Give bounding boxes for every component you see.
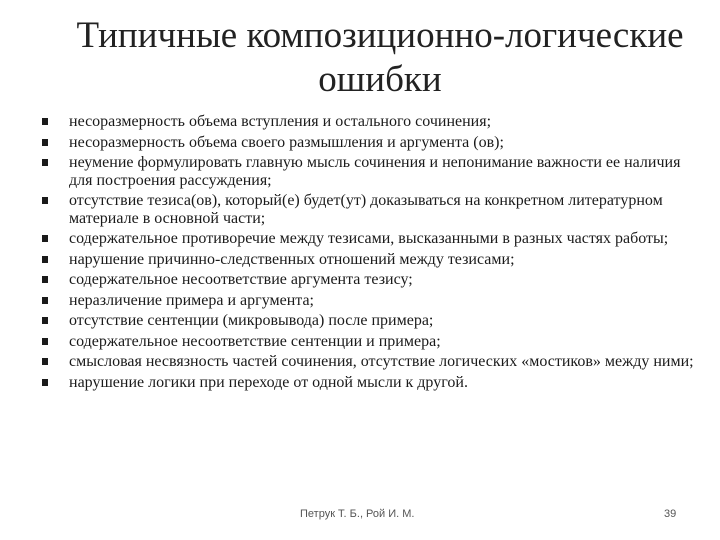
bullet-item (40, 154, 700, 189)
bullet-item (40, 374, 700, 392)
bullet-text: содержательное несоответствие сентенции и примера; (69, 332, 441, 350)
footer-author: Петрук Т. Б., Рой И. М. (300, 508, 415, 520)
bullet-text: отсутствие тезиса(ов), который(е) будет(ут) доказываться на конкретном литературном материале в основной части; (69, 192, 663, 227)
slide-title: Типичные композиционно-логические ошибки (76, 15, 684, 100)
bullet-item (40, 230, 700, 248)
bullet-item (40, 113, 700, 131)
square-bullet-icon (42, 139, 48, 146)
bullet-item (40, 353, 700, 371)
square-bullet-icon (42, 317, 48, 324)
square-bullet-icon (42, 276, 48, 283)
square-bullet-icon (42, 338, 48, 345)
bullet-text: содержательное противоречие между тезисами, высказанными в разных частях работы; (69, 230, 669, 247)
bullet-text: отсутствие сентенции (микровывода) после примера; (69, 312, 434, 329)
bullet-text: содержательное несоответствие аргумента тезису; (69, 271, 413, 288)
square-bullet-icon (42, 297, 48, 304)
bullet-item (40, 312, 700, 330)
bullet-text: нарушение логики при переходе от одной мысли к другой. (69, 373, 468, 391)
bullet-item (40, 192, 700, 227)
square-bullet-icon (42, 379, 48, 386)
bullet-text: несоразмерность объема вступления и остального сочинения; (69, 113, 492, 130)
square-bullet-icon (42, 235, 48, 242)
bullet-text: несоразмерность объема своего размышления и аргумента (ов); (69, 133, 504, 151)
square-bullet-icon (42, 358, 48, 365)
bullet-item (40, 134, 700, 152)
square-bullet-icon (42, 256, 48, 263)
square-bullet-icon (42, 118, 48, 125)
bullet-list (40, 113, 700, 394)
bullet-item (40, 292, 700, 310)
square-bullet-icon (42, 159, 48, 166)
bullet-text: неразличение примера и аргумента; (69, 291, 314, 309)
bullet-item (40, 333, 700, 351)
page-number: 39 (664, 508, 677, 520)
bullet-text: неумение формулировать главную мысль сочинения и непонимание важности ее наличия для построения рассуждения; (69, 154, 681, 189)
bullet-item (40, 251, 700, 269)
bullet-text: смысловая несвязность частей сочинения, отсутствие логических «мостиков» между ними; (69, 353, 694, 370)
bullet-text: нарушение причинно-следственных отношений между тезисами; (69, 250, 515, 268)
bullet-item (40, 271, 700, 289)
square-bullet-icon (42, 197, 48, 204)
